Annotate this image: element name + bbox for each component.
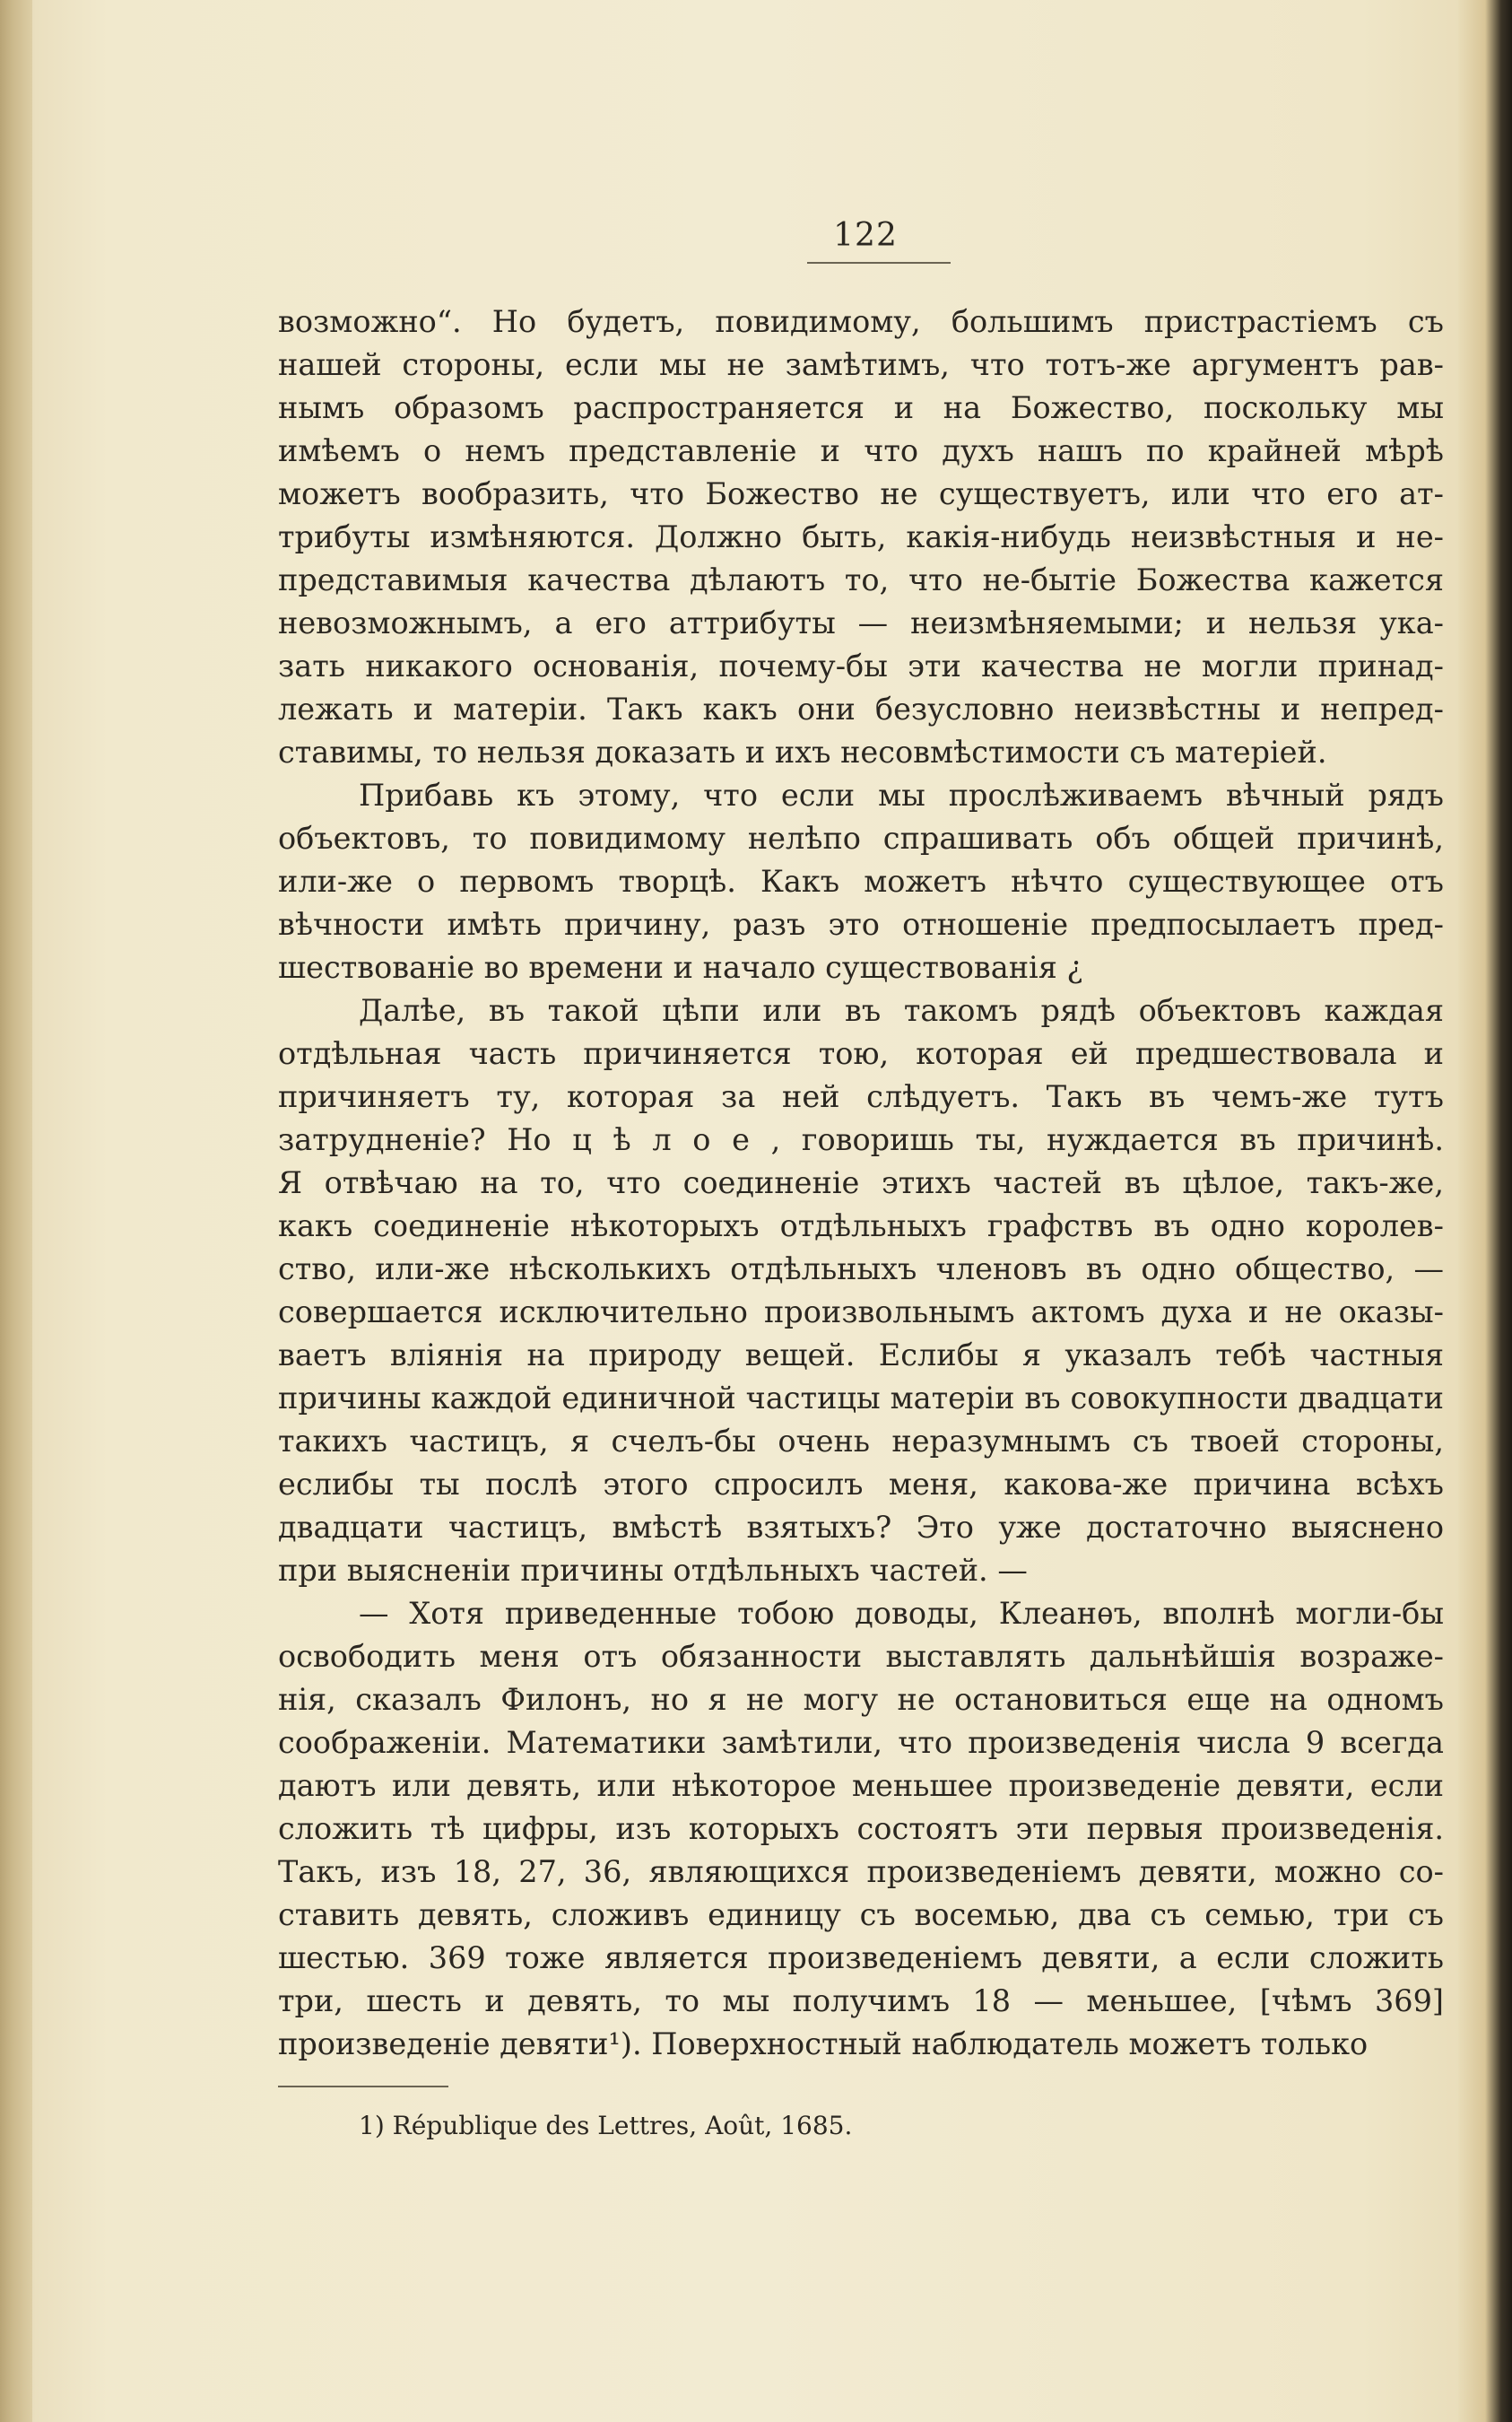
text-line: двадцати частицъ, вмѣстѣ взятыхъ? Это уже достаточно выяснено [278, 1510, 1444, 1545]
text-line: нымъ образомъ распространяется и на Божество, поскольку мы [278, 390, 1444, 425]
text-line: даютъ или девять, или нѣкоторое меньшее произведеніе девяти, если [278, 1768, 1444, 1803]
text-line: шествованіе во времени и начало существованія ¿ [278, 950, 1083, 985]
text-line: возможно“. Но будетъ, повидимому, большимъ пристрастіемъ съ [278, 304, 1444, 339]
text-line: ство, или-же нѣсколькихъ отдѣльныхъ членовъ въ одно общество, — [278, 1251, 1444, 1286]
text-line: при выясненіи причины отдѣльныхъ частей. — [278, 1553, 1028, 1588]
text-line: соображеніи. Математики замѣтили, что произведенія числа 9 всегда [278, 1725, 1444, 1760]
text-line: Я отвѣчаю на то, что соединеніе этихъ частей въ цѣлое, такъ-же, [278, 1165, 1444, 1200]
text-line: Прибавь къ этому, что если мы прослѣживаемъ вѣчный рядъ [359, 778, 1444, 813]
text-line: имѣемъ о немъ представленіе и что духъ нашъ по крайней мѣрѣ [278, 433, 1444, 468]
text-line: причины каждой единичной частицы матеріи въ совокупности двадцати [278, 1381, 1444, 1416]
text-line: шестью. 369 тоже является произведеніемъ девяти, а если сложить [278, 1940, 1444, 1975]
text-line: нашей стороны, если мы не замѣтимъ, что тотъ-же аргументъ рав- [278, 347, 1444, 382]
page-right-edge [1458, 0, 1512, 2422]
text-line: освободить меня отъ обязанности выставлять дальнѣйшія возраже- [278, 1639, 1444, 1674]
text-line: еслибы ты послѣ этого спросилъ меня, какова-же причина всѣхъ [278, 1467, 1444, 1502]
text-line: ставить девять, сложивъ единицу съ восемью, два съ семью, три съ [278, 1897, 1444, 1932]
text-line: трибуты измѣняются. Должно быть, какія-нибудь неизвѣстныя и не- [278, 519, 1444, 554]
page-number-rule [807, 262, 951, 264]
text-line: представимыя качества дѣлаютъ то, что не-бытіе Божества кажется [278, 562, 1444, 597]
text-line: — Хотя приведенные тобою доводы, Клеанѳъ, вполнѣ могли-бы [359, 1596, 1444, 1631]
text-line: объектовъ, то повидимому нелѣпо спрашивать объ общей причинѣ, [278, 821, 1444, 856]
text-line: невозможнымъ, а его аттрибуты — неизмѣняемыми; и нельзя ука- [278, 606, 1444, 640]
text-line: ваетъ вліянія на природу вещей. Еслибы я указалъ тебѣ частныя [278, 1337, 1444, 1372]
text-line: три, шесть и девять, то мы получимъ 18 — меньшее, [чѣмъ 369] [278, 1983, 1444, 2018]
page-binding-edge [0, 0, 32, 2422]
footnote-rule [278, 2086, 448, 2087]
text-line: какъ соединеніе нѣкоторыхъ отдѣльныхъ графствъ въ одно королев- [278, 1208, 1444, 1243]
text-line: такихъ частицъ, я счелъ-бы очень неразумнымъ съ твоей стороны, [278, 1424, 1444, 1459]
text-line: нія, сказалъ Филонъ, но я не могу не остановиться еще на одномъ [278, 1682, 1444, 1717]
text-line: или-же о первомъ творцѣ. Какъ можетъ нѣчто существующее отъ [278, 864, 1444, 899]
text-line: сложить тѣ цифры, изъ которыхъ состоятъ эти первыя произведенія. [278, 1811, 1444, 1846]
text-line: ставимы, то нельзя доказать и ихъ несовмѣстимости съ матеріей. [278, 735, 1327, 770]
text-line: отдѣльная часть причиняется тою, которая ей предшествовала и [278, 1036, 1444, 1071]
text-line: затрудненіе? Но ц ѣ л о е , говоришь ты, нуждается въ причинѣ. [278, 1122, 1444, 1157]
body-text [278, 301, 1444, 2066]
text-line: зать никакого основанія, почему-бы эти качества не могли принад- [278, 649, 1444, 684]
text-line: вѣчности имѣть причину, разъ это отношеніе предпосылаетъ пред- [278, 907, 1444, 942]
text-line: можетъ вообразить, что Божество не существуетъ, или что его ат- [278, 476, 1444, 511]
text-line: причиняетъ ту, которая за ней слѣдуетъ. Такъ въ чемъ-же тутъ [278, 1079, 1444, 1114]
text-line: лежать и матеріи. Такъ какъ они безусловно неизвѣстны и непред- [278, 692, 1444, 727]
text-line: совершается исключительно произвольнымъ актомъ духа и не оказы- [278, 1294, 1444, 1329]
footnote: 1) République des Lettres, Août, 1685. [359, 2111, 853, 2140]
page-number: 122 [833, 217, 898, 254]
text-line: Такъ, изъ 18, 27, 36, являющихся произведеніемъ девяти, можно со- [278, 1854, 1444, 1889]
text-line: Далѣе, въ такой цѣпи или въ такомъ рядѣ объектовъ каждая [359, 993, 1444, 1028]
text-line: произведеніе девяти¹). Поверхностный наблюдатель можетъ только [278, 2026, 1369, 2061]
